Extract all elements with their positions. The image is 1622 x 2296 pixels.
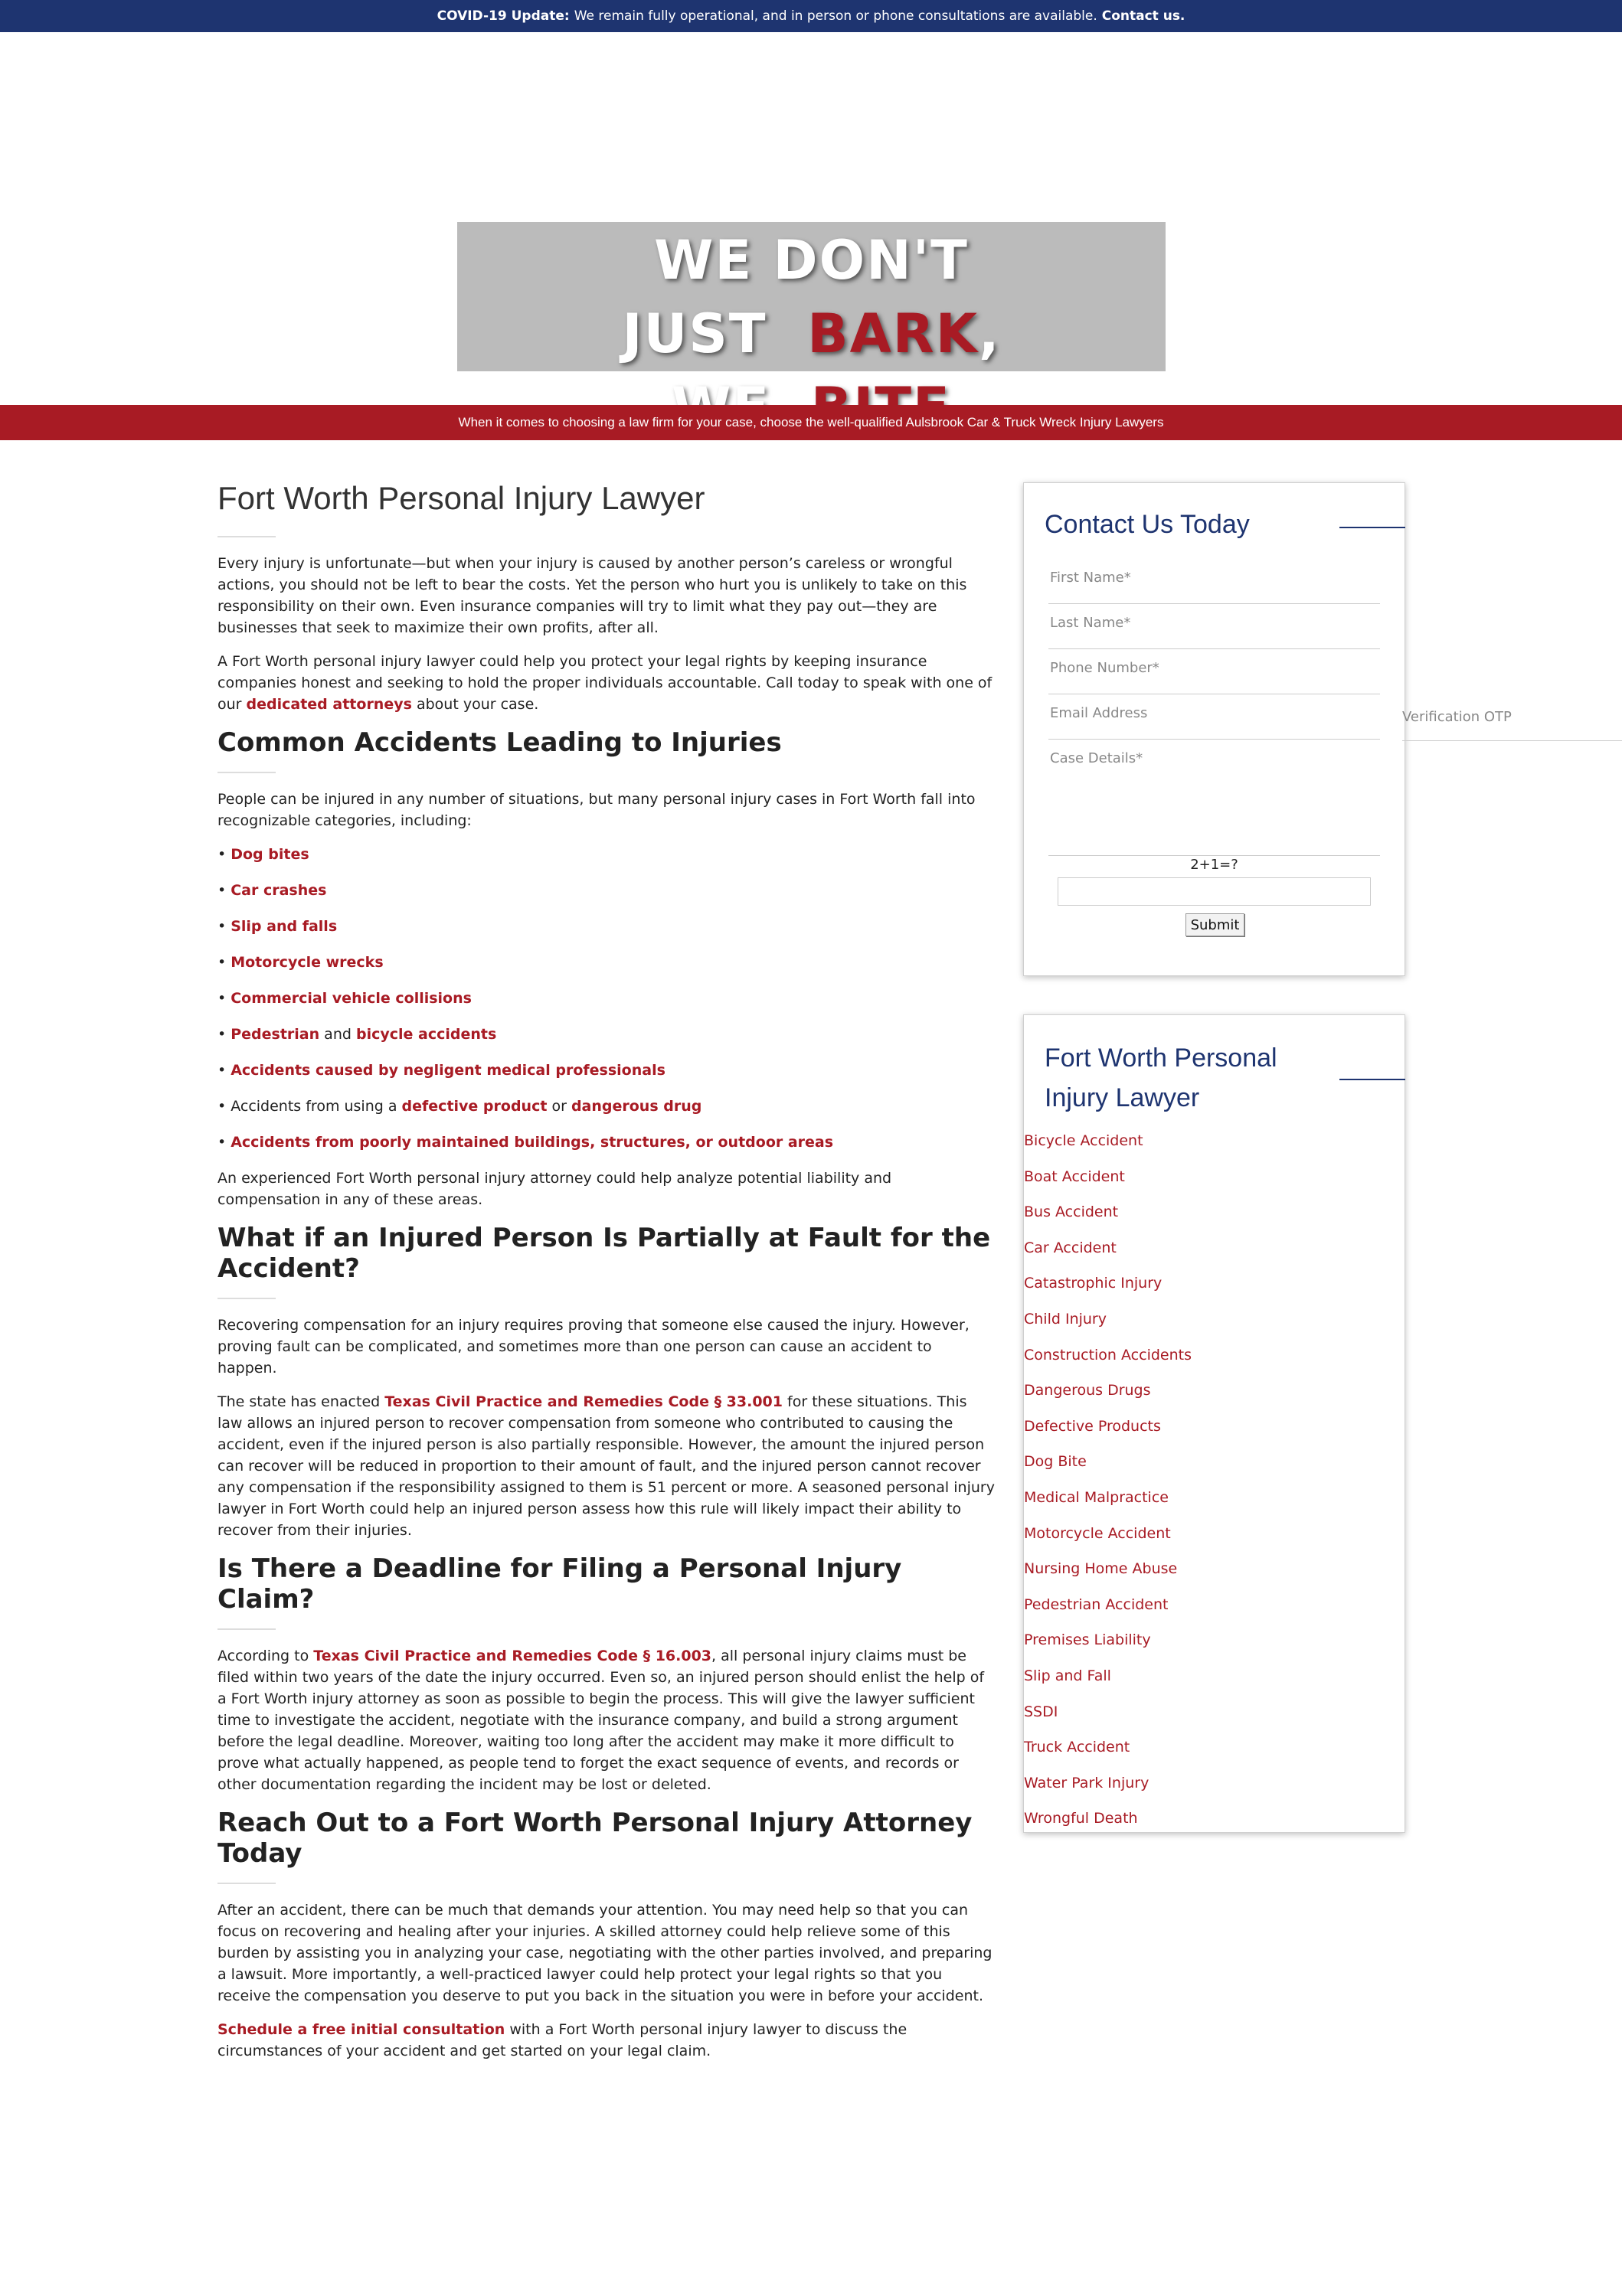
heading-deadline: Is There a Deadline for Filing a Personal Injury Claim? [217,1553,902,1615]
title-divider [217,536,276,537]
practice-area-link[interactable]: Slip and Fall [1024,1667,1111,1684]
title-accent-line [1339,527,1405,528]
covid-message: We remain fully operational, and in person or phone consultations are available. [574,8,1097,24]
hero-text-white-1: WE DON'T JUST [622,229,969,365]
practice-area-link[interactable]: Defective Products [1024,1417,1161,1435]
practice-area-link[interactable]: Pedestrian Accident [1024,1595,1169,1613]
car-crashes-link[interactable]: Car crashes [231,882,327,899]
deadline-text: According to [217,1648,314,1664]
section-divider [217,1628,276,1630]
practice-area-link[interactable]: SSDI [1024,1703,1058,1720]
practice-area-link[interactable]: Premises Liability [1024,1631,1151,1649]
medical-professionals-link[interactable]: Accidents caused by negligent medical professionals [231,1062,665,1079]
practice-areas-list [1024,1130,1192,1844]
practice-areas-widget [1023,1014,1405,1833]
fault-p2-text: The state has enacted [217,1393,385,1410]
commercial-vehicle-link[interactable]: Commercial vehicle collisions [231,990,472,1007]
practice-area-link[interactable]: Bus Accident [1024,1204,1119,1221]
covid-update-bar [0,0,1622,32]
premises-link[interactable]: Accidents from poorly maintained buildings, structures, or outdoor areas [231,1134,834,1151]
fault-p2-text-end: for these situations. This law allows an injured person to recover compensation from someone who contributed to causing the accident, even if the injured person is also partially responsible. However, the amount the injured person can recover will be reduced in proportion to their amount of fault, and the injured person cannot recover any compensation if the responsibility assigned to them is 51 percent or more. A seasoned personal injury lawyer in Fort Worth could help an injured person assess how this rule will likely impact their ability to recover from their injuries. [217,1393,995,1539]
contact-form-widget [1023,482,1405,976]
practice-area-link[interactable]: Water Park Injury [1024,1774,1149,1791]
reach-p2-text: with a Fort Worth personal injury lawyer to discuss the circumstances of your accident and get started on your legal claim. [217,2021,907,2059]
dog-bites-link[interactable]: Dog bites [231,846,309,863]
deadline-paragraph [217,1645,995,1795]
contact-form-title: Contact Us Today [1045,510,1250,539]
common-accidents-paragraph: People can be injured in any number of situations, but many personal injury cases in Fort Worth fall into recognizable categories, including: [217,791,976,829]
intro-paragraph-2 [217,651,995,715]
dangerous-drug-link[interactable]: dangerous drug [571,1098,702,1115]
hero-text-bark: BARK [807,302,979,365]
practice-area-link[interactable]: Catastrophic Injury [1024,1275,1163,1292]
schedule-consultation-link[interactable]: Schedule a free initial consultation [217,2021,505,2038]
last-name-field[interactable]: Last Name* [1048,604,1380,649]
list-text: and [319,1026,356,1043]
accident-list [217,844,995,1153]
captcha-input[interactable] [1058,877,1371,906]
common-accidents-summary: An experienced Fort Worth personal injury attorney could help analyze potential liability and compensation in any of these areas. [217,1170,892,1208]
list-item: • Accidents caused by negligent medical professionals [217,1062,665,1079]
list-item: • Commercial vehicle collisions [217,990,472,1007]
case-details-field[interactable]: Case Details* [1048,740,1380,856]
slip-and-falls-link[interactable]: Slip and falls [231,918,338,935]
email-field[interactable]: Email Address [1048,694,1380,740]
list-text: Accidents from using a [231,1098,402,1115]
list-item: • Car crashes [217,882,327,899]
fault-paragraph-2 [217,1391,995,1541]
submit-button[interactable]: Submit [1185,913,1244,936]
code-33001-link[interactable]: Texas Civil Practice and Remedies Code § 33.001 [384,1393,783,1410]
verification-otp-field[interactable]: Verification OTP [1402,709,1512,725]
first-name-field[interactable]: First Name* [1048,559,1380,604]
practice-areas-title: Fort Worth Personal Injury Lawyer [1045,1043,1277,1112]
section-divider [217,772,276,773]
reach-paragraph-1: After an accident, there can be much that demands your attention. You may need help so that you can focus on recovering and healing after your injuries. A skilled attorney could help relieve some of this burden by assisting you in analyzing your case, negotiating with the other parties involved, and preparing a lawsuit. More importantly, a well-practiced lawyer could help protect your legal rights so that you receive the compensation you deserve to put you back in the situation you were in before your accident. [217,1902,992,2004]
list-item: • Accidents from using a defective product or dangerous drug [217,1098,702,1115]
heading-common-accidents: Common Accidents Leading to Injuries [217,727,782,758]
title-accent-line [1339,1079,1405,1080]
reach-paragraph-2 [217,2019,995,2062]
contact-us-link[interactable]: Contact us. [1101,8,1185,24]
phone-field[interactable]: Phone Number* [1048,649,1380,694]
practice-area-link[interactable]: Wrongful Death [1024,1810,1138,1827]
list-item: • Slip and falls [217,918,338,935]
practice-area-link[interactable]: Dangerous Drugs [1024,1382,1151,1399]
list-text: or [547,1098,571,1115]
practice-area-link[interactable]: Nursing Home Abuse [1024,1560,1178,1578]
heading-partial-fault: What if an Injured Person Is Partially at Fault for the Accident? [217,1223,991,1284]
practice-area-link[interactable]: Dog Bite [1024,1453,1087,1471]
bicycle-accidents-link[interactable]: bicycle accidents [355,1026,497,1043]
practice-area-link[interactable]: Boat Accident [1024,1168,1125,1185]
practice-area-link[interactable]: Truck Accident [1024,1739,1130,1756]
deadline-text-end: , all personal injury claims must be filed within two years of the date the injury occurred. Even so, an injured person should enlist the help of a Fort Worth injury attorney as soon as possible to begin the process. This will give the lawyer sufficient time to investigate the accident, negotiate with the insurance company, and build a strong argument before the legal deadline. Moreover, waiting too long after the accident may make it more difficult to prove what actually happened, as people tend to forget the exact sequence of events, and records or other documentation regarding the incident may be lost or deleted. [217,1648,985,1793]
practice-area-link[interactable]: Bicycle Accident [1024,1132,1143,1149]
intro-paragraph-1: Every injury is unfortunate—but when your injury is caused by another person’s careless or wrongful actions, you should not be left to bear the costs. Yet the person who hurt you is unlikely to take on this responsibility on their own. Even insurance companies will try to limit what they pay out—they are businesses that seek to maximize their own profits, after all. [217,555,967,636]
hero-banner [457,222,1166,371]
section-divider [217,1298,276,1299]
captcha-question: 2+1=? [1190,857,1238,873]
motorcycle-wrecks-link[interactable]: Motorcycle wrecks [231,954,384,971]
practice-area-link[interactable]: Car Accident [1024,1239,1117,1256]
page-title: Fort Worth Personal Injury Lawyer [217,480,705,516]
practice-area-link[interactable]: Motorcycle Accident [1024,1524,1171,1542]
hero-comma: , [978,302,1001,365]
otp-underline [1402,740,1622,741]
heading-reach-out: Reach Out to a Fort Worth Personal Injury Attorney Today [217,1808,973,1869]
covid-label: COVID-19 Update: [437,8,570,24]
intro-p2-text: A Fort Worth personal injury lawyer could help you protect your legal rights by keeping insurance companies honest and seeking to hold the proper individuals accountable. Call today to speak with one of our [217,653,992,713]
code-16003-link[interactable]: Texas Civil Practice and Remedies Code § 16.003 [313,1648,712,1664]
dedicated-attorneys-link[interactable]: dedicated attorneys [246,696,412,713]
intro-p2-text-end: about your case. [411,696,539,713]
main-content [217,475,995,2074]
list-item: • Pedestrian and bicycle accidents [217,1026,497,1043]
list-item: • Dog bites [217,846,309,863]
practice-area-link[interactable]: Child Injury [1024,1310,1107,1328]
defective-product-link[interactable]: defective product [401,1098,548,1115]
practice-area-link[interactable]: Medical Malpractice [1024,1488,1169,1506]
practice-area-link[interactable]: Construction Accidents [1024,1346,1192,1364]
tagline-text: When it comes to choosing a law firm for your case, choose the well-qualified Aulsbrook Car & Truck Wreck Injury Lawyers [458,415,1164,429]
tagline-bar [0,405,1622,440]
list-item: • Accidents from poorly maintained buildings, structures, or outdoor areas [217,1134,834,1151]
hero-line-1 [457,224,1166,371]
list-item: • Motorcycle wrecks [217,954,384,971]
pedestrian-link[interactable]: Pedestrian [231,1026,320,1043]
section-divider [217,1883,276,1884]
fault-paragraph-1: Recovering compensation for an injury requires proving that someone else caused the injury. However, proving fault can be complicated, and sometimes more than one person can cause an accident to happen. [217,1317,970,1377]
